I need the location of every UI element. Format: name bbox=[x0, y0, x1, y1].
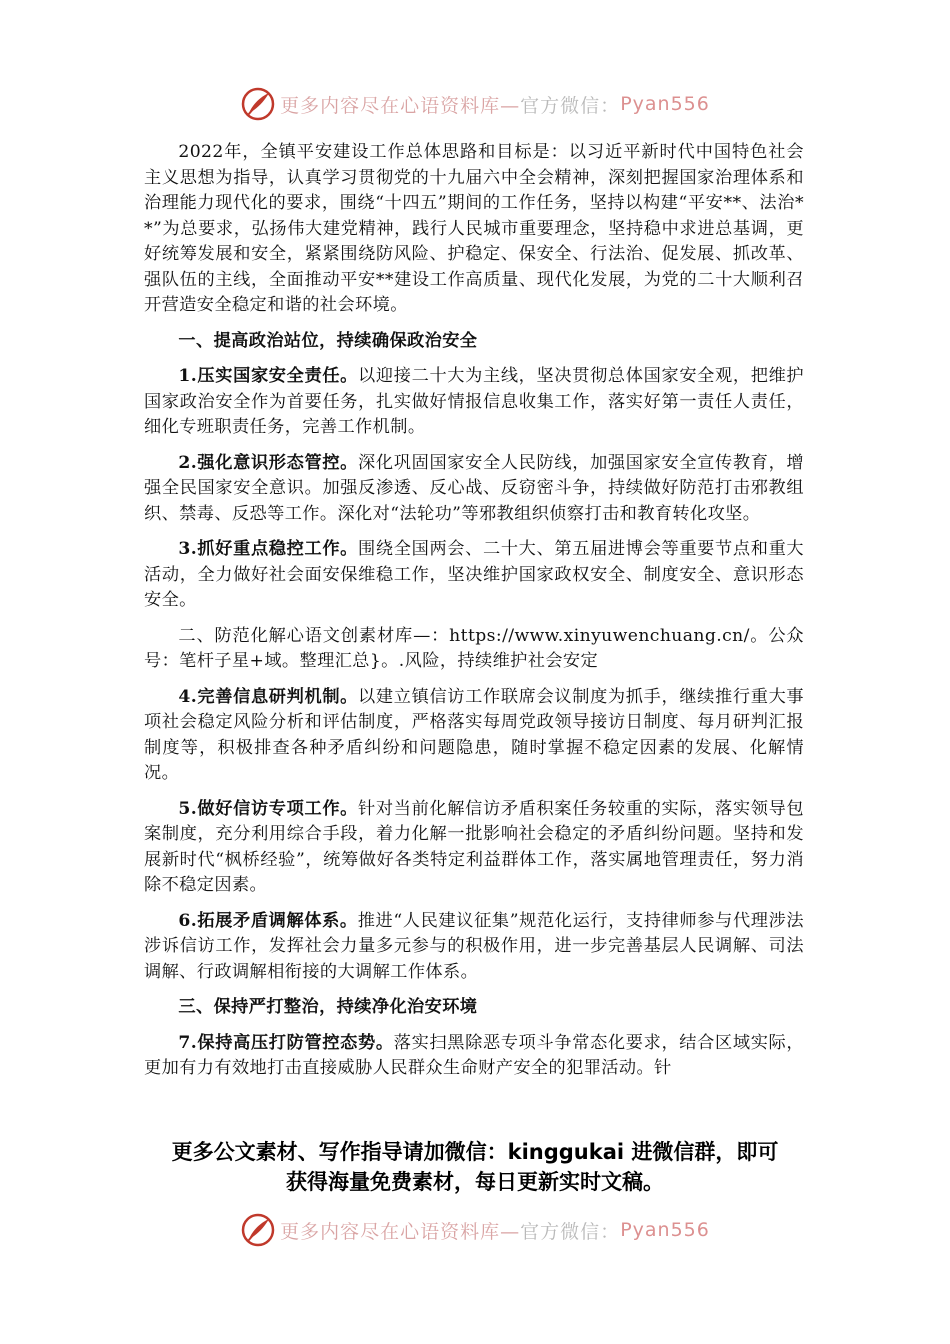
feather-pen-icon bbox=[240, 1212, 276, 1248]
item-paragraph-6 bbox=[144, 909, 804, 986]
item-text-1: 以迎接二十大为主线，坚决贯彻总体国家安全观，把维护国家政治安全作为首要任务，扎实做好情报信息收集工作，落实好第一责任人责任，细化专班职责任务，完善工作机制。 bbox=[144, 366, 805, 437]
item-text-7: 落实扫黑除恶专项斗争常态化要求，结合区域实际，更加有力有效地打击直接威胁人民群众生命财产安全的犯罪活动。针 bbox=[144, 1032, 804, 1078]
watermark-wechat-label: 官方微信： bbox=[520, 94, 621, 117]
item-text-6: 推进“人民建议征集”规范化运行，支持律师参与代理涉法涉诉信访工作，发挥社会力量多元参与的积极作用，进一步完善基层人民调解、司法调解、行政调解相衔接的大调解工作体系。 bbox=[144, 910, 804, 982]
footer-ad-line-1: 更多公文素材、写作指导请加微信：kinggukai 进微信群，即可 bbox=[171, 1140, 779, 1164]
item-paragraph-3 bbox=[144, 537, 804, 614]
watermark-wechat-id: Pyan556 bbox=[620, 1219, 710, 1241]
item-paragraph-1 bbox=[144, 364, 804, 441]
item-lead-7: 7.保持高压打防管控态势。 bbox=[178, 1032, 394, 1053]
item-lead-2: 2.强化意识形态管控。 bbox=[178, 452, 359, 473]
footer-advertisement bbox=[100, 1137, 850, 1197]
item-lead-6: 6.拓展矛盾调解体系。 bbox=[178, 910, 358, 931]
section-heading-1: 一、提高政治站位，持续确保政治安全 bbox=[178, 330, 478, 351]
header-watermark bbox=[0, 84, 950, 124]
item-paragraph-4 bbox=[144, 685, 804, 787]
item-text-4: 以建立镇信访工作联席会议制度为抓手，继续推行重大事项社会稳定风险分析和评估制度，严格落实每周党政领导接访日制度、每月研判汇报制度等，积极排查各种矛盾纠纷和问题隐患，随时掌握不稳定因素的发展、化解情况。 bbox=[144, 686, 805, 783]
item-lead-1: 1.压实国家安全责任。 bbox=[178, 366, 359, 386]
item-lead-5: 5.做好信访专项工作。 bbox=[178, 798, 359, 819]
document-body bbox=[144, 140, 804, 1092]
section-heading-2: 二、防范化解心语文创素材库—：https://www.xinyuwenchuang.cn/。公众号：笔杆子星+域。整理汇总}。.风险，持续维护社会安定 bbox=[144, 625, 804, 671]
feather-pen-icon bbox=[240, 86, 276, 122]
item-paragraph-2 bbox=[144, 451, 804, 528]
watermark-brand: 更多内容尽在心语资料库— bbox=[280, 94, 521, 117]
watermark-wechat-id: Pyan556 bbox=[620, 93, 710, 115]
item-text-5: 针对当前化解信访矛盾积案任务较重的实际，落实领导包案制度，充分利用综合手段，着力化解一批影响社会稳定的矛盾纠纷问题。坚持和发展新时代“枫桥经验”，统筹做好各类特定利益群体工作，落实属地管理责任，努力消除不稳定因素。 bbox=[144, 798, 805, 895]
footer-watermark bbox=[0, 1210, 950, 1250]
watermark-brand: 更多内容尽在心语资料库— bbox=[280, 1220, 521, 1243]
item-text-3: 围绕全国两会、二十大、第五届进博会等重要节点和重大活动，全力做好社会面安保维稳工作，坚决维护国家政权安全、制度安全、意识形态安全。 bbox=[144, 539, 805, 610]
footer-ad-line-2: 获得海量免费素材，每日更新实时文稿。 bbox=[286, 1170, 664, 1194]
item-lead-3: 3.抓好重点稳控工作。 bbox=[178, 539, 359, 559]
section-heading-3: 三、保持严打整治，持续净化治安环境 bbox=[178, 997, 478, 1017]
item-text-2: 深化巩固国家安全人民防线，加强国家安全宣传教育，增强全民国家安全意识。加强反渗透、反心战、反窃密斗争，持续做好防范打击邪教组织、禁毒、反恐等工作。深化对“法轮功”等邪教组织侦察打击和教育转化攻坚。 bbox=[144, 452, 805, 524]
item-paragraph-7 bbox=[144, 1031, 804, 1082]
intro-paragraph: 2022年，全镇平安建设工作总体思路和目标是：以习近平新时代中国特色社会主义思想为指导，认真学习贯彻党的十九届六中全会精神，深刻把握国家治理体系和治理能力现代化的要求，围绕“十四五”期间的工作任务，坚持以构建“平安**、法治**”为总要求，弘扬伟大建党精神，践行人民城市重要理念，坚持稳中求进总基调，更好统筹发展和安全，紧紧围绕防风险、护稳定、保安全、行法治、促发展、抓改革、强队伍的主线，全面推动平安**建设工作高质量、现代化发展，为党的二十大顺利召开营造安全稳定和谐的社会环境。 bbox=[144, 142, 804, 315]
item-lead-4: 4.完善信息研判机制。 bbox=[178, 686, 359, 707]
item-paragraph-5 bbox=[144, 797, 804, 899]
watermark-wechat-label: 官方微信： bbox=[520, 1220, 621, 1243]
